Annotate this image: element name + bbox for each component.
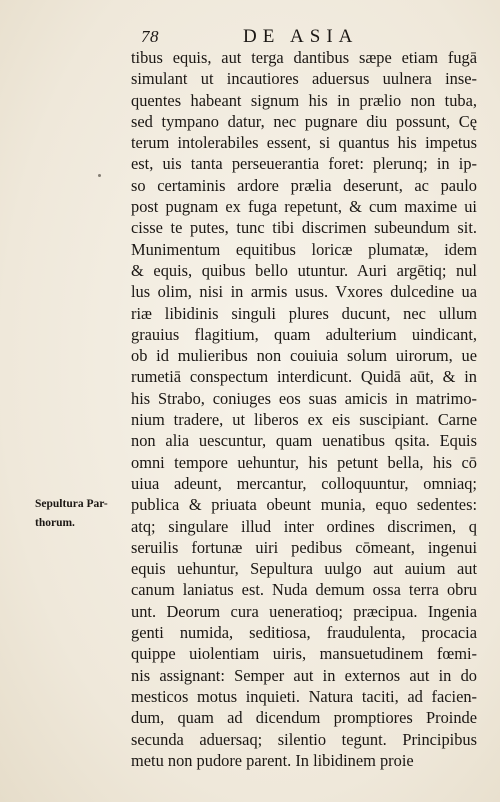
text-line: grauius flagitium, quam adulterium uindicant, [131,324,477,344]
text-line: cisse te putes, tunc tibi discrimen subeundum sit. [131,218,477,238]
ink-speck [98,174,101,177]
margin-note-line: thorum. [35,517,75,529]
text-line: tibus equis, aut terga dantibus sæpe etiam fugā [131,48,477,67]
text-line: canum laniatus est. Nuda demum ossa terra obru [131,580,477,600]
text-line: rumetiā conspectum interdicunt. Quidā aūt, & in [131,367,477,387]
text-line: sed tympano datur, nec pugnare diu possunt, Cę [131,111,477,131]
text-line: atq; singulare illud inter ordines discrimen, q [131,516,477,536]
text-line: omni tempore uehuntur, his petunt bella, his cō [131,452,477,472]
body-text [131,47,477,771]
text-line: Munimentum equitibus loricæ plumatæ, idem [131,239,477,259]
text-line: his Strabo, coniuges eos suas amicis in matrimo- [131,388,477,408]
text-line: genti numida, seditiosa, fraudulenta, procacia [131,623,477,643]
text-line: est, uis tanta perseuerantia foret: plerunq; in ip- [131,154,477,174]
text-line: quentes habeant signum his in prælio non tuba, [131,90,477,110]
text-line: metu non pudore parent. In libidinem proie [131,750,414,770]
text-line: uiua adeunt, mercantur, colloquuntur, omniaq; [131,473,477,493]
text-line: so certaminis ardore prælia deserunt, ac paulo [131,175,477,195]
text-line: secunda aduersaq; silentio tegunt. Principibus [131,729,477,749]
text-line: non alia uescuntur, quam uenatibus qsita. Equis [131,431,477,451]
text-line: riæ libidinis singuli plures ducunt, nec ullum [131,303,477,323]
margin-note-line: Sepultura Par- [35,498,108,510]
text-line: equis uehuntur, Sepultura uulgo aut auium aut [131,559,477,579]
text-line: mesticos motus inquieti. Natura taciti, ad facien- [131,686,477,706]
text-line: quippe uiolentiam uiris, mansuetudinem fœmi- [131,644,477,664]
text-line: lus olim, nisi in armis usus. Vxores dulcedine ua [131,282,477,302]
text-line: unt. Deorum cura ueneratioq; præcipua. Ingenia [131,601,477,621]
margin-note [35,495,131,533]
text-line: publica & priuata obeunt munia, equo sedentes: [131,495,477,515]
text-line: nium tradere, ut liberos ex eis suscipiant. Carne [131,410,477,430]
text-line: nis assignant: Semper aut in externos aut in do [131,665,477,685]
text-line: seruilis fortunæ uiri pedibus cōmeant, ingenui [131,537,477,557]
page-number: 78 [141,27,159,46]
text-line: dum, quam ad dicendum promptiores Proinde [131,708,477,728]
text-line: post pugnam ex fuga repetunt, & cum maxime ui [131,197,477,217]
running-title: DE ASIA [243,26,359,47]
text-line: & equis, quibus bello utuntur. Auri argētiq; nul [131,260,477,280]
text-line: simulant ut incautiores aduersus uulnera inse- [131,69,477,89]
text-line: terum intolerabiles essent, si quantus his impetus [131,133,477,153]
text-line: ob id mulieribus non couiuia solum uirorum, ue [131,346,477,366]
